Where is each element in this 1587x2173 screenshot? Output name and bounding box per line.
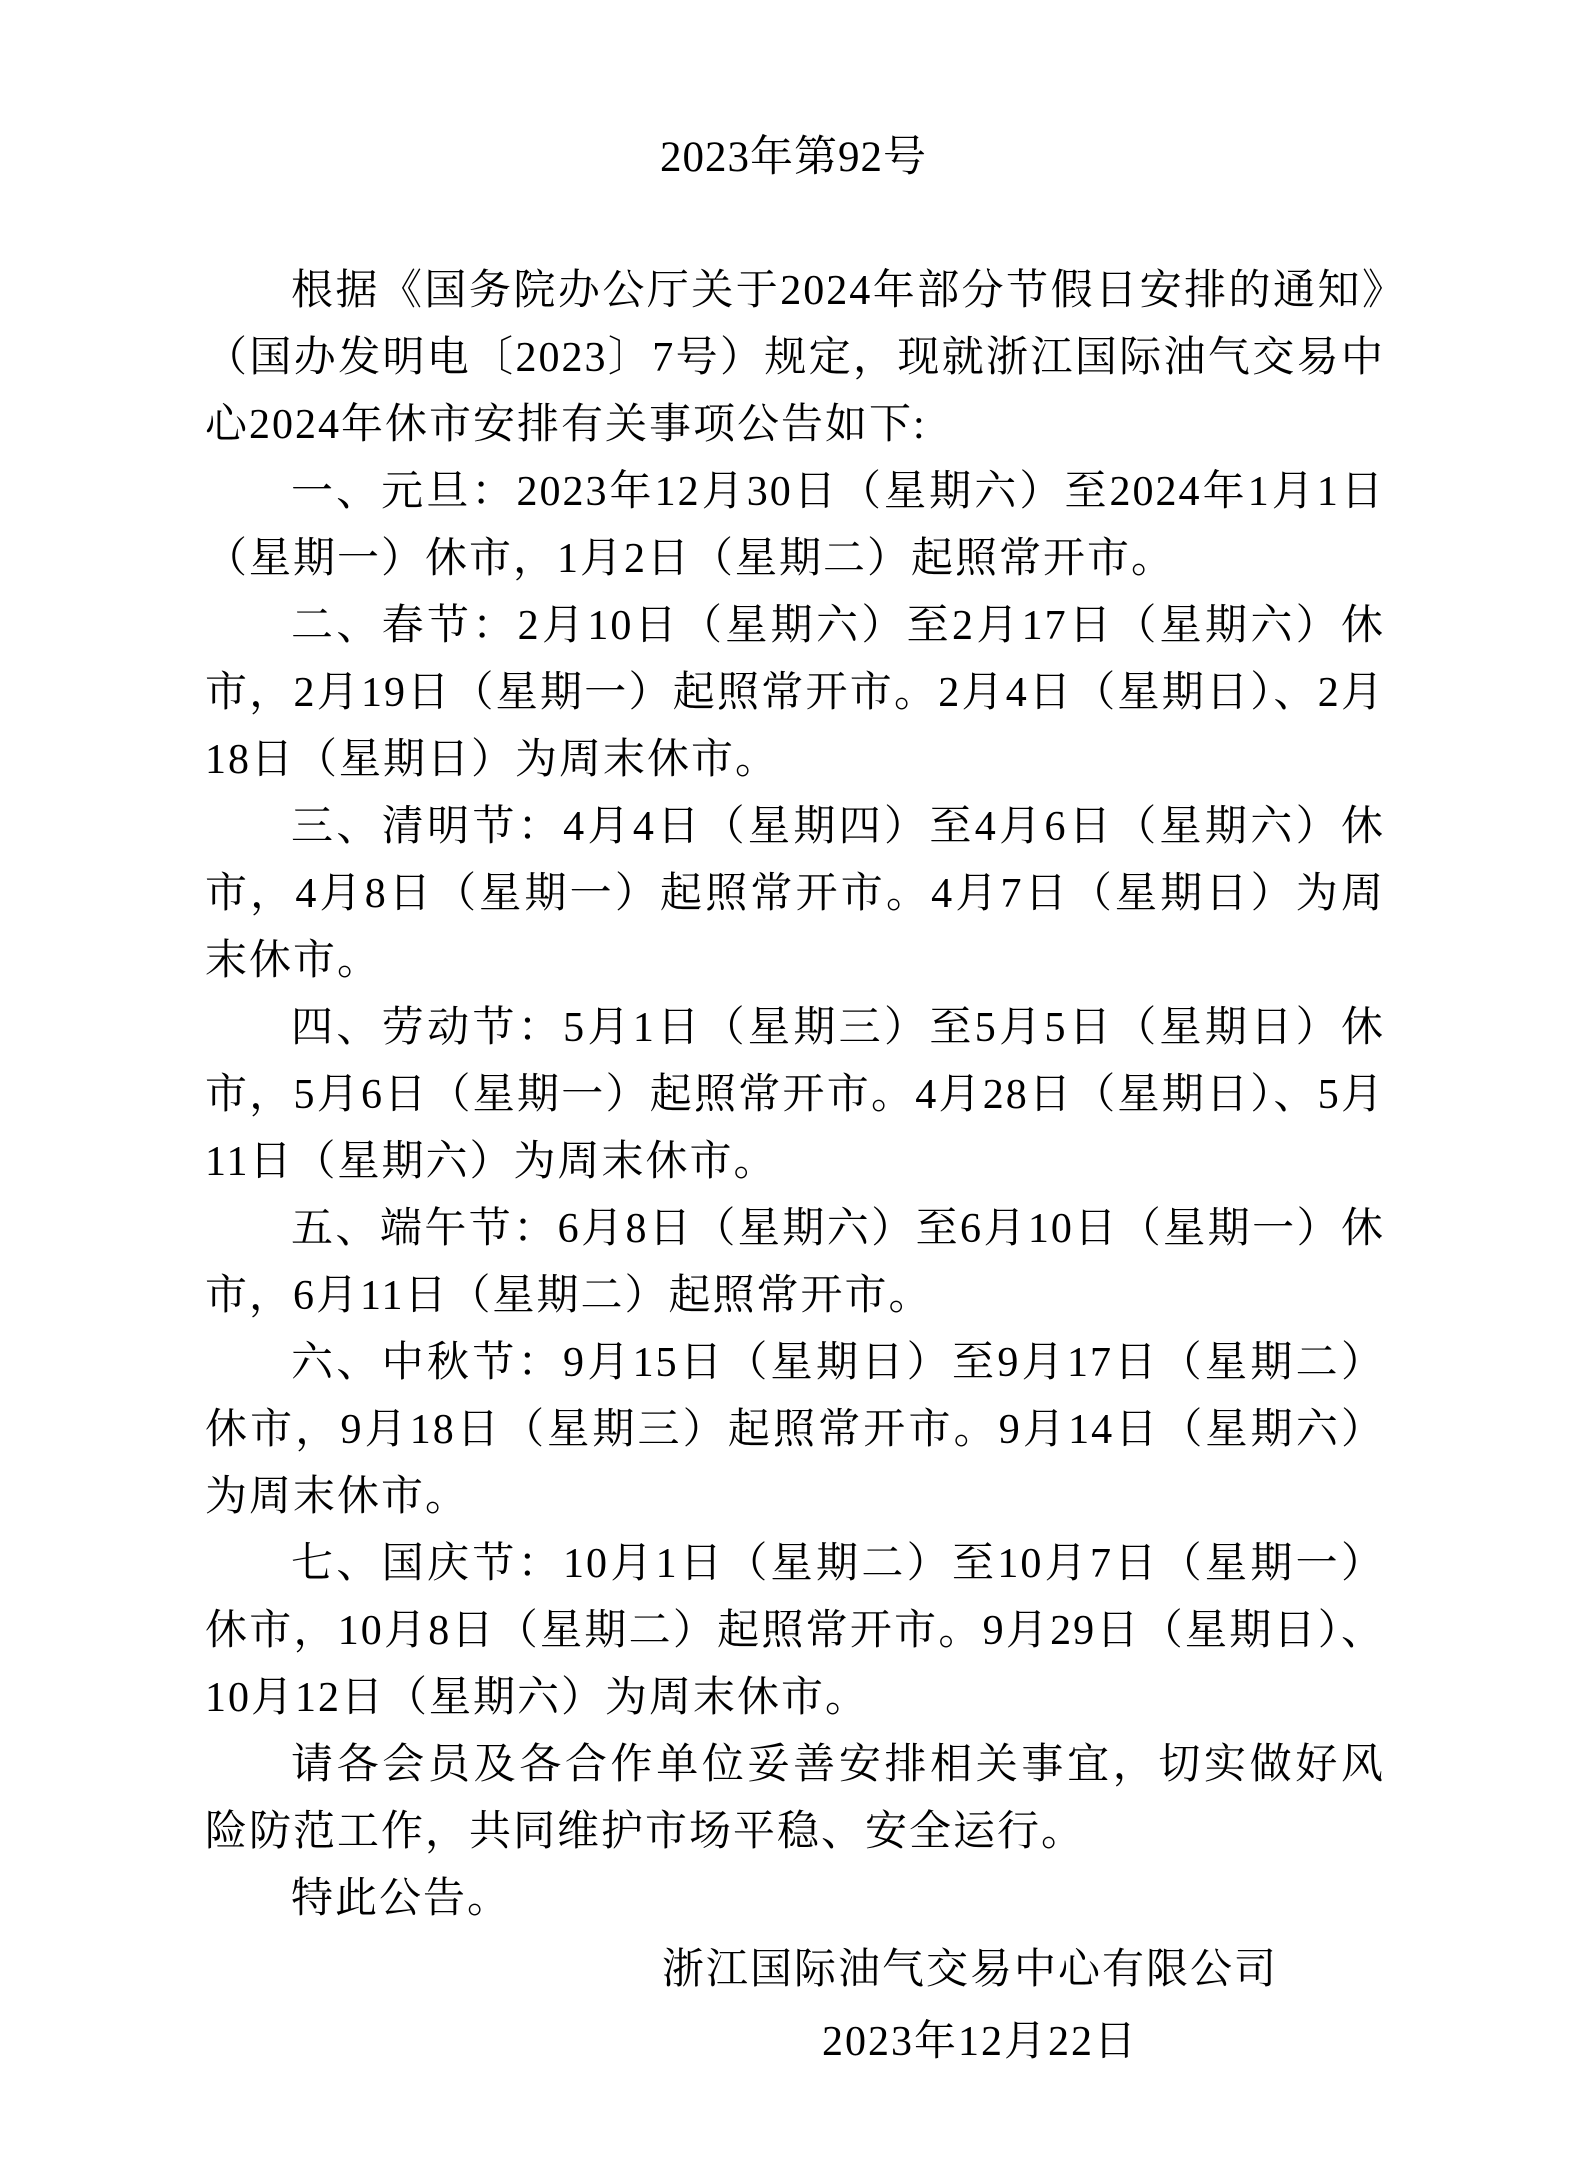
holiday-item-mid-autumn: 六、中秋节：9月15日（星期日）至9月17日（星期二）休市，9月18日（星期三）起照常开市。9月14日（星期六）为周末休市。 <box>205 1340 1385 1520</box>
notice-line: 特此公告。 <box>291 1876 512 1922</box>
holiday-item-dragon-boat: 五、端午节：6月8日（星期六）至6月10日（星期一）休市，6月11日（星期二）起照常开市。 <box>205 1206 1385 1319</box>
intro-paragraph: 根据《国务院办公厅关于2024年部分节假日安排的通知》（国办发明电〔2023〕7号）规定，现就浙江国际油气交易中心2024年休市安排有关事项公告如下: <box>205 268 1385 448</box>
signature-company: 浙江国际油气交易中心有限公司 <box>662 1947 1279 1993</box>
closing-paragraph: 请各会员及各合作单位妥善安排相关事宜，切实做好风险防范工作，共同维护市场平稳、安全运行。 <box>205 1742 1385 1855</box>
holiday-item-national-day: 七、国庆节：10月1日（星期二）至10月7日（星期一）休市，10月8日（星期二）起照常开市。9月29日（星期日）、10月12日（星期六）为周末休市。 <box>205 1541 1385 1721</box>
document-number: 2023年第92号 <box>660 134 927 181</box>
holiday-item-spring-festival: 二、春节：2月10日（星期六）至2月17日（星期六）休市，2月19日（星期一）起照常开市。2月4日（星期日）、2月18日（星期日）为周末休市。 <box>205 603 1385 783</box>
holiday-item-labor-day: 四、劳动节：5月1日（星期三）至5月5日（星期日）休市，5月6日（星期一）起照常开市。4月28日（星期日）、5月11日（星期六）为周末休市。 <box>205 1005 1385 1185</box>
holiday-item-qingming: 三、清明节：4月4日（星期四）至4月6日（星期六）休市，4月8日（星期一）起照常开市。4月7日（星期日）为周末休市。 <box>205 804 1385 984</box>
signature-date: 2023年12月22日 <box>822 2019 1139 2065</box>
document-body <box>205 258 1385 1933</box>
holiday-item-new-year: 一、元旦：2023年12月30日（星期六）至2024年1月1日（星期一）休市，1月2日（星期二）起照常开市。 <box>205 469 1385 582</box>
